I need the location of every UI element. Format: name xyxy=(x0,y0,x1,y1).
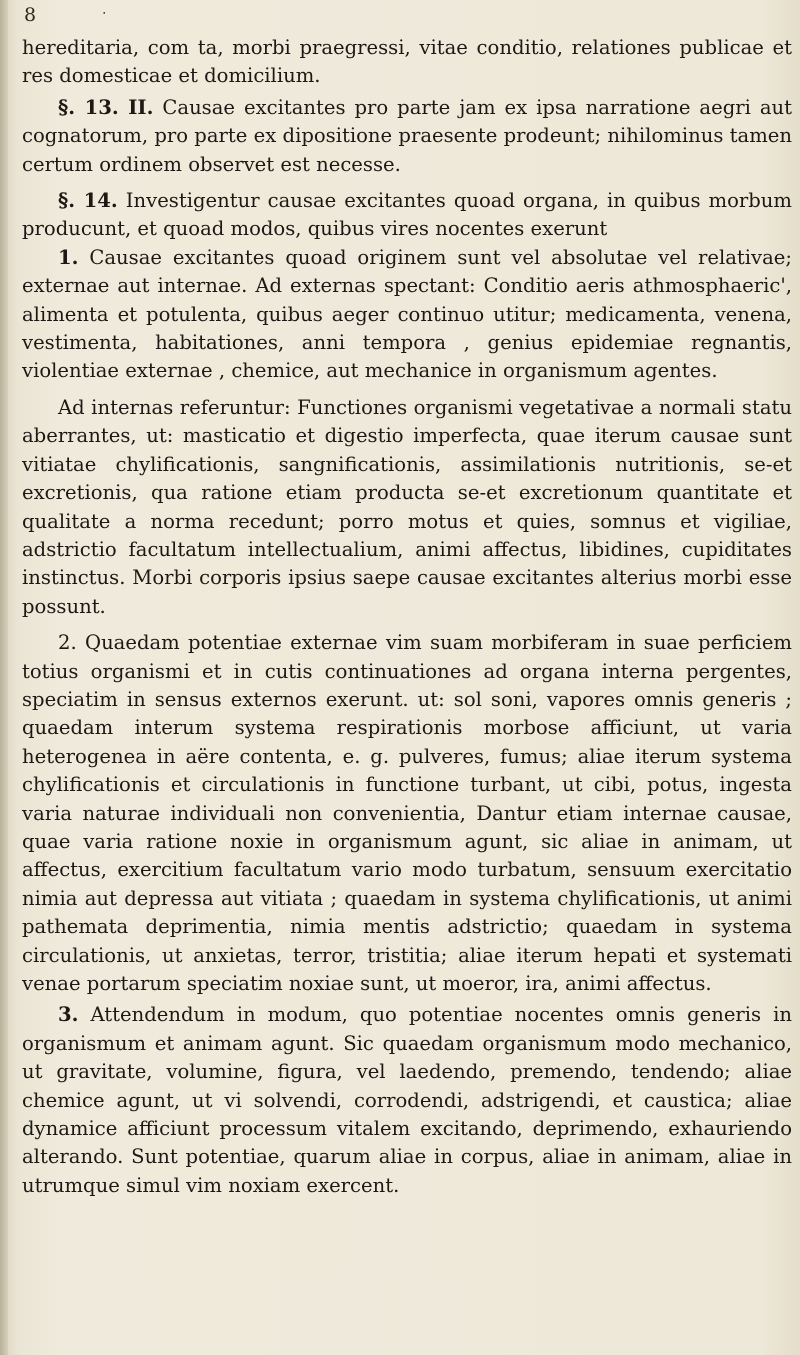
section-number: §. 13. II. xyxy=(58,95,154,119)
paragraph-text: Causae excitantes quoad originem sunt vel absolutae vel relativae; externae aut internae. Ad externas spectant: Conditio aeris athmosphaeric', alimenta et potulenta, quibus aeger continuo utitur; medicamenta, venena, vestimenta, habitationes, anni tempora , genius epidemiae regnantis, violentiae externae , chemice, aut mechanice in organismum agentes. xyxy=(22,245,792,383)
paragraph-text: hereditaria, com ta, morbi praegressi, vitae conditio, relationes publicae et res domesticae et domicilium. xyxy=(22,36,792,88)
paragraph-text: Causae excitantes pro parte jam ex ipsa narratione aegri aut cognatorum, pro parte ex dipositione praesente prodeunt; nihilominus tamen certum ordinem observet est necesse. xyxy=(22,95,793,176)
paragraph-internal-causes xyxy=(22,394,792,621)
paragraph-continuation xyxy=(22,34,792,91)
paragraph-item-1 xyxy=(22,244,792,386)
paragraph-section-13 xyxy=(22,94,792,179)
body-text xyxy=(22,34,792,1200)
paragraph-item-2 xyxy=(22,629,792,998)
paragraph-text: Ad internas referuntur: Functiones organismi vegetativae a normali statu aberrantes, ut: masticatio et digestio imperfecta, quae iterum causae sunt vitiatae chylificationis, sangnificationis, assimilationis nutritionis, se-et excretionis, qua ratione etiam producta se-et excretionum quantitate et qualitate a norma recedunt; porro motus et quies, somnus et vigiliae, adstrictio facultatum intellectualium, animi affectus, libidines, cupiditates instinctus. Morbi corporis ipsius saepe causae excitantes alterius morbi esse possunt. xyxy=(22,395,792,618)
header-mark: ‧ xyxy=(102,6,107,22)
page-number: 8 xyxy=(24,4,37,26)
paragraph-section-14 xyxy=(22,187,792,244)
item-number: 1. xyxy=(58,245,79,269)
section-number: §. 14. xyxy=(58,189,118,213)
paragraph-text: Attendendum in modum, quo potentiae nocentes omnis generis in organismum et animam agunt. Sic quaedam organismum modo mechanico, ut gravitate, volumine, figura, vel laedendo, premendo, tendendo; aliae chemice agunt, ut vi solvendi, corrodendi, adstrigendi, et caustica; aliae dynamice afficiunt processum vitalem excitando, deprimendo, exhauriendo alterando. Sunt potentiae, quarum aliae in corpus, aliae in animam, aliae in utrumque simul vim noxiam exercent. xyxy=(22,1003,792,1197)
page-binding-edge xyxy=(0,0,8,1355)
paragraph-text: Quaedam potentiae externae vim suam morbiferam in suae perficiem totius organismi et in cutis continuationes ad organa interna pergentes, speciatim in sensus externos exerunt. ut: sol soni, vapores omnis generis ; quaedam interum systema respirationis morbose afficiunt, ut varia heterogenea in aëre contenta, e. g. pulveres, fumus; aliae iterum systema chylificationis et circulationis in functione turbant, ut cibi, potus, ingesta varia naturae individuali non convenientia, Dantur etiam internae causae, quae varia ratione noxie in organismum agunt, sic aliae in animam, ut affectus, exercitium facultatum vario modo turbatum, sensuum exercitatio nimia aut depressa aut vitiata ; quaedam in systema chylificationis, ut animi pathemata deprimentia, nimia mentis adstrictio; quaedam in systema circulationis, ut anxietas, terror, tristitia; aliae iterum hepati et systemati venae portarum speciatim noxiae sunt, ut moeror, ira, animi affectus. xyxy=(22,631,792,995)
item-number: 3. xyxy=(58,1003,79,1027)
paragraph-text: Investigentur causae excitantes quoad organa, in quibus morbum producunt, et quoad modos, quibus vires nocentes exerunt xyxy=(22,189,792,241)
item-number: 2. xyxy=(58,631,77,655)
paragraph-item-3 xyxy=(22,1001,792,1200)
